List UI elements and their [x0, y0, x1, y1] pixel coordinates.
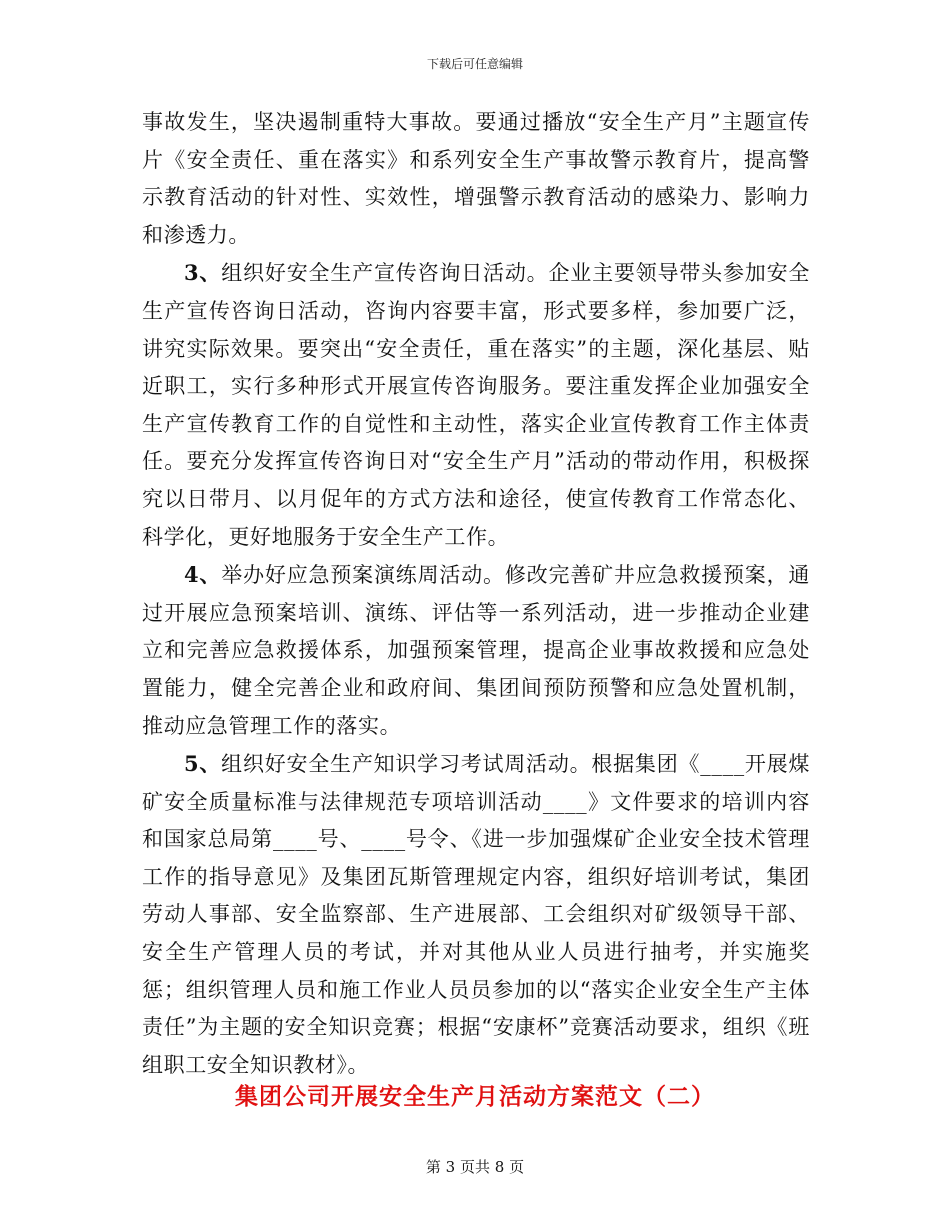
document-body: [142, 104, 810, 1084]
paragraph-text: 举办好应急预案演练周活动。修改完善矿井应急救援预案，通过开展应急预案培训、演练、评估等一系列活动，进一步推动企业建立和完善应急救援体系，加强预案管理，提高企业事故救援和应急处置能力，健全完善企业和政府间、集团间预防预警和应急处置机制，推动应急管理工作的落实。: [142, 563, 811, 738]
paragraph-continuation: [142, 104, 810, 254]
section-heading: 集团公司开展安全生产月活动方案范文（二）: [235, 1083, 715, 1110]
item-number: 5、: [184, 751, 222, 777]
paragraph-item-4: [142, 556, 810, 745]
item-number: 4、: [184, 562, 222, 588]
paragraph-text: 组织好安全生产知识学习考试周活动。根据集团《____开展煤矿安全质量标准与法律规范专项培训活动____》文件要求的培训内容和国家总局第____号、____号令、《进一步加强煤矿企业安全技术管理工作的指导意见》及集团瓦斯管理规定内容，组织好培训考试，集团劳动人事部、安全监察部、生产进展部、工会组织对矿级领导干部、安全生产管理人员的考试，并对其他从业人员进行抽考，并实施奖惩；组织管理人员和施工作业人员员参加的以“落实企业安全生产主体责任”为主题的安全知识竞赛；根据“安康杯”竞赛活动要求，组织《班组职工安全知识教材》。: [142, 752, 810, 1077]
page-header: 下载后可任意编辑: [426, 57, 523, 71]
paragraph-text: 事故发生，坚决遏制重特大事故。要通过播放“安全生产月”主题宣传片《安全责任、重在落实》和系列安全生产事故警示教育片，提高警示教育活动的针对性、实效性，增强警示教育活动的感染力、影响力和渗透力。: [142, 110, 810, 247]
paragraph-item-3: [142, 254, 810, 556]
page-footer: 第 3 页共 8 页: [425, 1158, 525, 1176]
paragraph-item-5: [142, 745, 810, 1084]
paragraph-text: 组织好安全生产宣传咨询日活动。企业主要领导带头参加安全生产宣传咨询日活动，咨询内容要丰富，形式要多样，参加要广泛，讲究实际效果。要突出“安全责任，重在落实”的主题，深化基层、贴近职工，实行多种形式开展宣传咨询服务。要注重发挥企业加强安全生产宣传教育工作的自觉性和主动性，落实企业宣传教育工作主体责任。要充分发挥宣传咨询日对“安全生产月”活动的带动作用，积极探究以日带月、以月促年的方式方法和途径，使宣传教育工作常态化、科学化，更好地服务于安全生产工作。: [142, 261, 811, 549]
item-number: 3、: [184, 260, 222, 286]
